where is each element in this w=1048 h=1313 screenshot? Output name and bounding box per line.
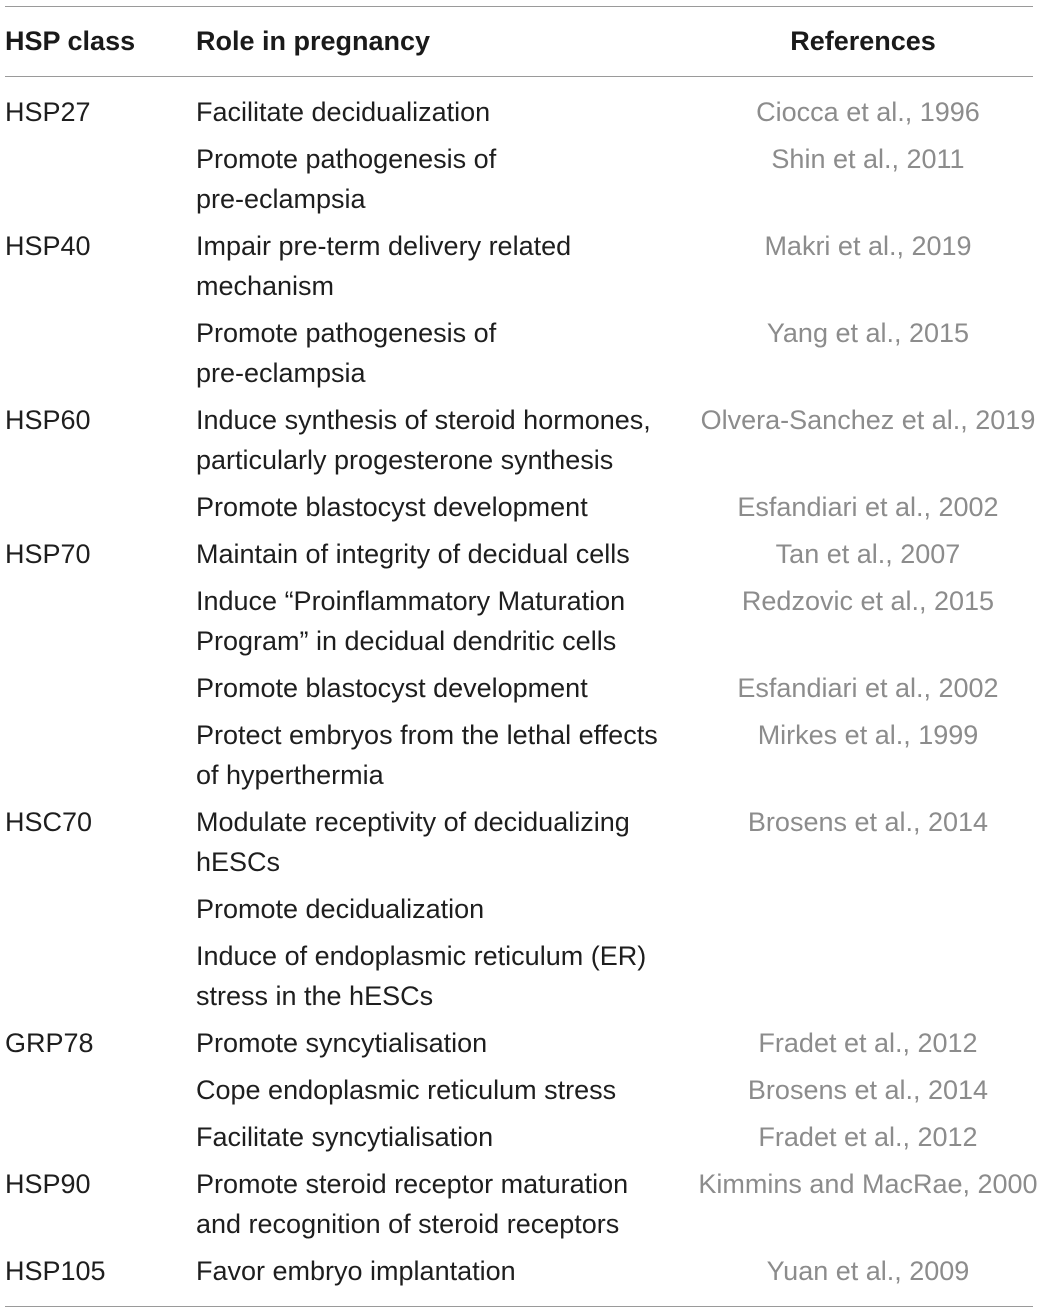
table-row — [0, 668, 1048, 708]
hsp-class-cell: HSP70 — [5, 539, 91, 569]
table-row — [0, 715, 1048, 795]
hsp-class-cell: HSP40 — [5, 231, 91, 261]
reference-link[interactable]: Fradet et al., 2012 — [758, 1122, 978, 1152]
reference-link[interactable]: Esfandiari et al., 2002 — [737, 673, 999, 703]
reference-link[interactable]: Olvera-Sanchez et al., 2019 — [700, 405, 1036, 435]
reference-link[interactable]: Ciocca et al., 1996 — [756, 97, 980, 127]
reference-link[interactable]: Mirkes et al., 1999 — [757, 720, 979, 750]
reference-link[interactable]: Redzovic et al., 2015 — [741, 586, 995, 616]
role-cell: Promote syncytialisation — [196, 1028, 488, 1058]
table-row — [0, 1251, 1048, 1291]
table-row — [0, 1117, 1048, 1157]
table-body — [0, 92, 1048, 1291]
reference-link[interactable]: Brosens et al., 2014 — [747, 1075, 989, 1105]
role-cell: Promote blastocyst development — [196, 673, 588, 703]
role-cell: Promote steroid receptor maturation and recognition of steroid receptors — [196, 1169, 629, 1239]
table-row — [0, 1023, 1048, 1063]
table-row — [0, 1164, 1048, 1244]
table-top-rule — [5, 6, 1033, 7]
role-cell: Favor embryo implantation — [196, 1256, 516, 1286]
table-row — [0, 487, 1048, 527]
reference-link[interactable]: Kimmins and MacRae, 2000 — [698, 1169, 1038, 1199]
role-cell: Protect embryos from the lethal effects of hyperthermia — [196, 720, 658, 790]
hsp-class-cell: GRP78 — [5, 1028, 94, 1058]
reference-link[interactable]: Shin et al., 2011 — [771, 144, 965, 174]
table-row — [0, 313, 1048, 393]
table-row — [0, 534, 1048, 574]
role-cell: Induce of endoplasmic reticulum (ER) stress in the hESCs — [196, 941, 647, 1011]
role-cell: Maintain of integrity of decidual cells — [196, 539, 630, 569]
table-bottom-rule — [5, 1306, 1033, 1307]
reference-link[interactable]: Yang et al., 2015 — [766, 318, 970, 348]
reference-link[interactable]: Fradet et al., 2012 — [758, 1028, 978, 1058]
role-cell: Facilitate decidualization — [196, 97, 491, 127]
reference-link[interactable]: Makri et al., 2019 — [764, 231, 972, 261]
table-row — [0, 581, 1048, 661]
table-row — [0, 400, 1048, 480]
role-cell: Induce “Proinflammatory Maturation Program” in decidual dendritic cells — [196, 586, 626, 656]
reference-link[interactable]: Tan et al., 2007 — [775, 539, 961, 569]
header-references: References — [790, 26, 936, 56]
role-cell: Modulate receptivity of decidualizing hESCs — [196, 807, 630, 877]
hsp-class-cell: HSP27 — [5, 97, 91, 127]
table-row — [0, 802, 1048, 882]
role-cell: Impair pre-term delivery related mechanism — [196, 231, 572, 301]
role-cell: Promote decidualization — [196, 894, 485, 924]
table-row — [0, 936, 1048, 1016]
table-row — [0, 226, 1048, 306]
reference-link[interactable]: Yuan et al., 2009 — [766, 1256, 970, 1286]
table-row — [0, 139, 1048, 219]
role-cell: Promote pathogenesis of pre-eclampsia — [196, 144, 497, 214]
header-rule — [5, 76, 1033, 77]
table-row — [0, 889, 1048, 929]
role-cell: Induce synthesis of steroid hormones, particularly progesterone synthesis — [196, 405, 651, 475]
header-role-in-pregnancy: Role in pregnancy — [196, 26, 431, 56]
reference-link[interactable]: Brosens et al., 2014 — [747, 807, 989, 837]
hsp-class-cell: HSC70 — [5, 807, 93, 837]
table-row — [0, 92, 1048, 132]
role-cell: Promote pathogenesis of pre-eclampsia — [196, 318, 497, 388]
role-cell: Cope endoplasmic reticulum stress — [196, 1075, 617, 1105]
header-hsp-class: HSP class — [5, 26, 136, 56]
hsp-class-cell: HSP105 — [5, 1256, 106, 1286]
table-row — [0, 1070, 1048, 1110]
hsp-class-cell: HSP90 — [5, 1169, 91, 1199]
reference-link[interactable]: Esfandiari et al., 2002 — [737, 492, 999, 522]
hsp-class-cell: HSP60 — [5, 405, 91, 435]
role-cell: Facilitate syncytialisation — [196, 1122, 494, 1152]
role-cell: Promote blastocyst development — [196, 492, 588, 522]
